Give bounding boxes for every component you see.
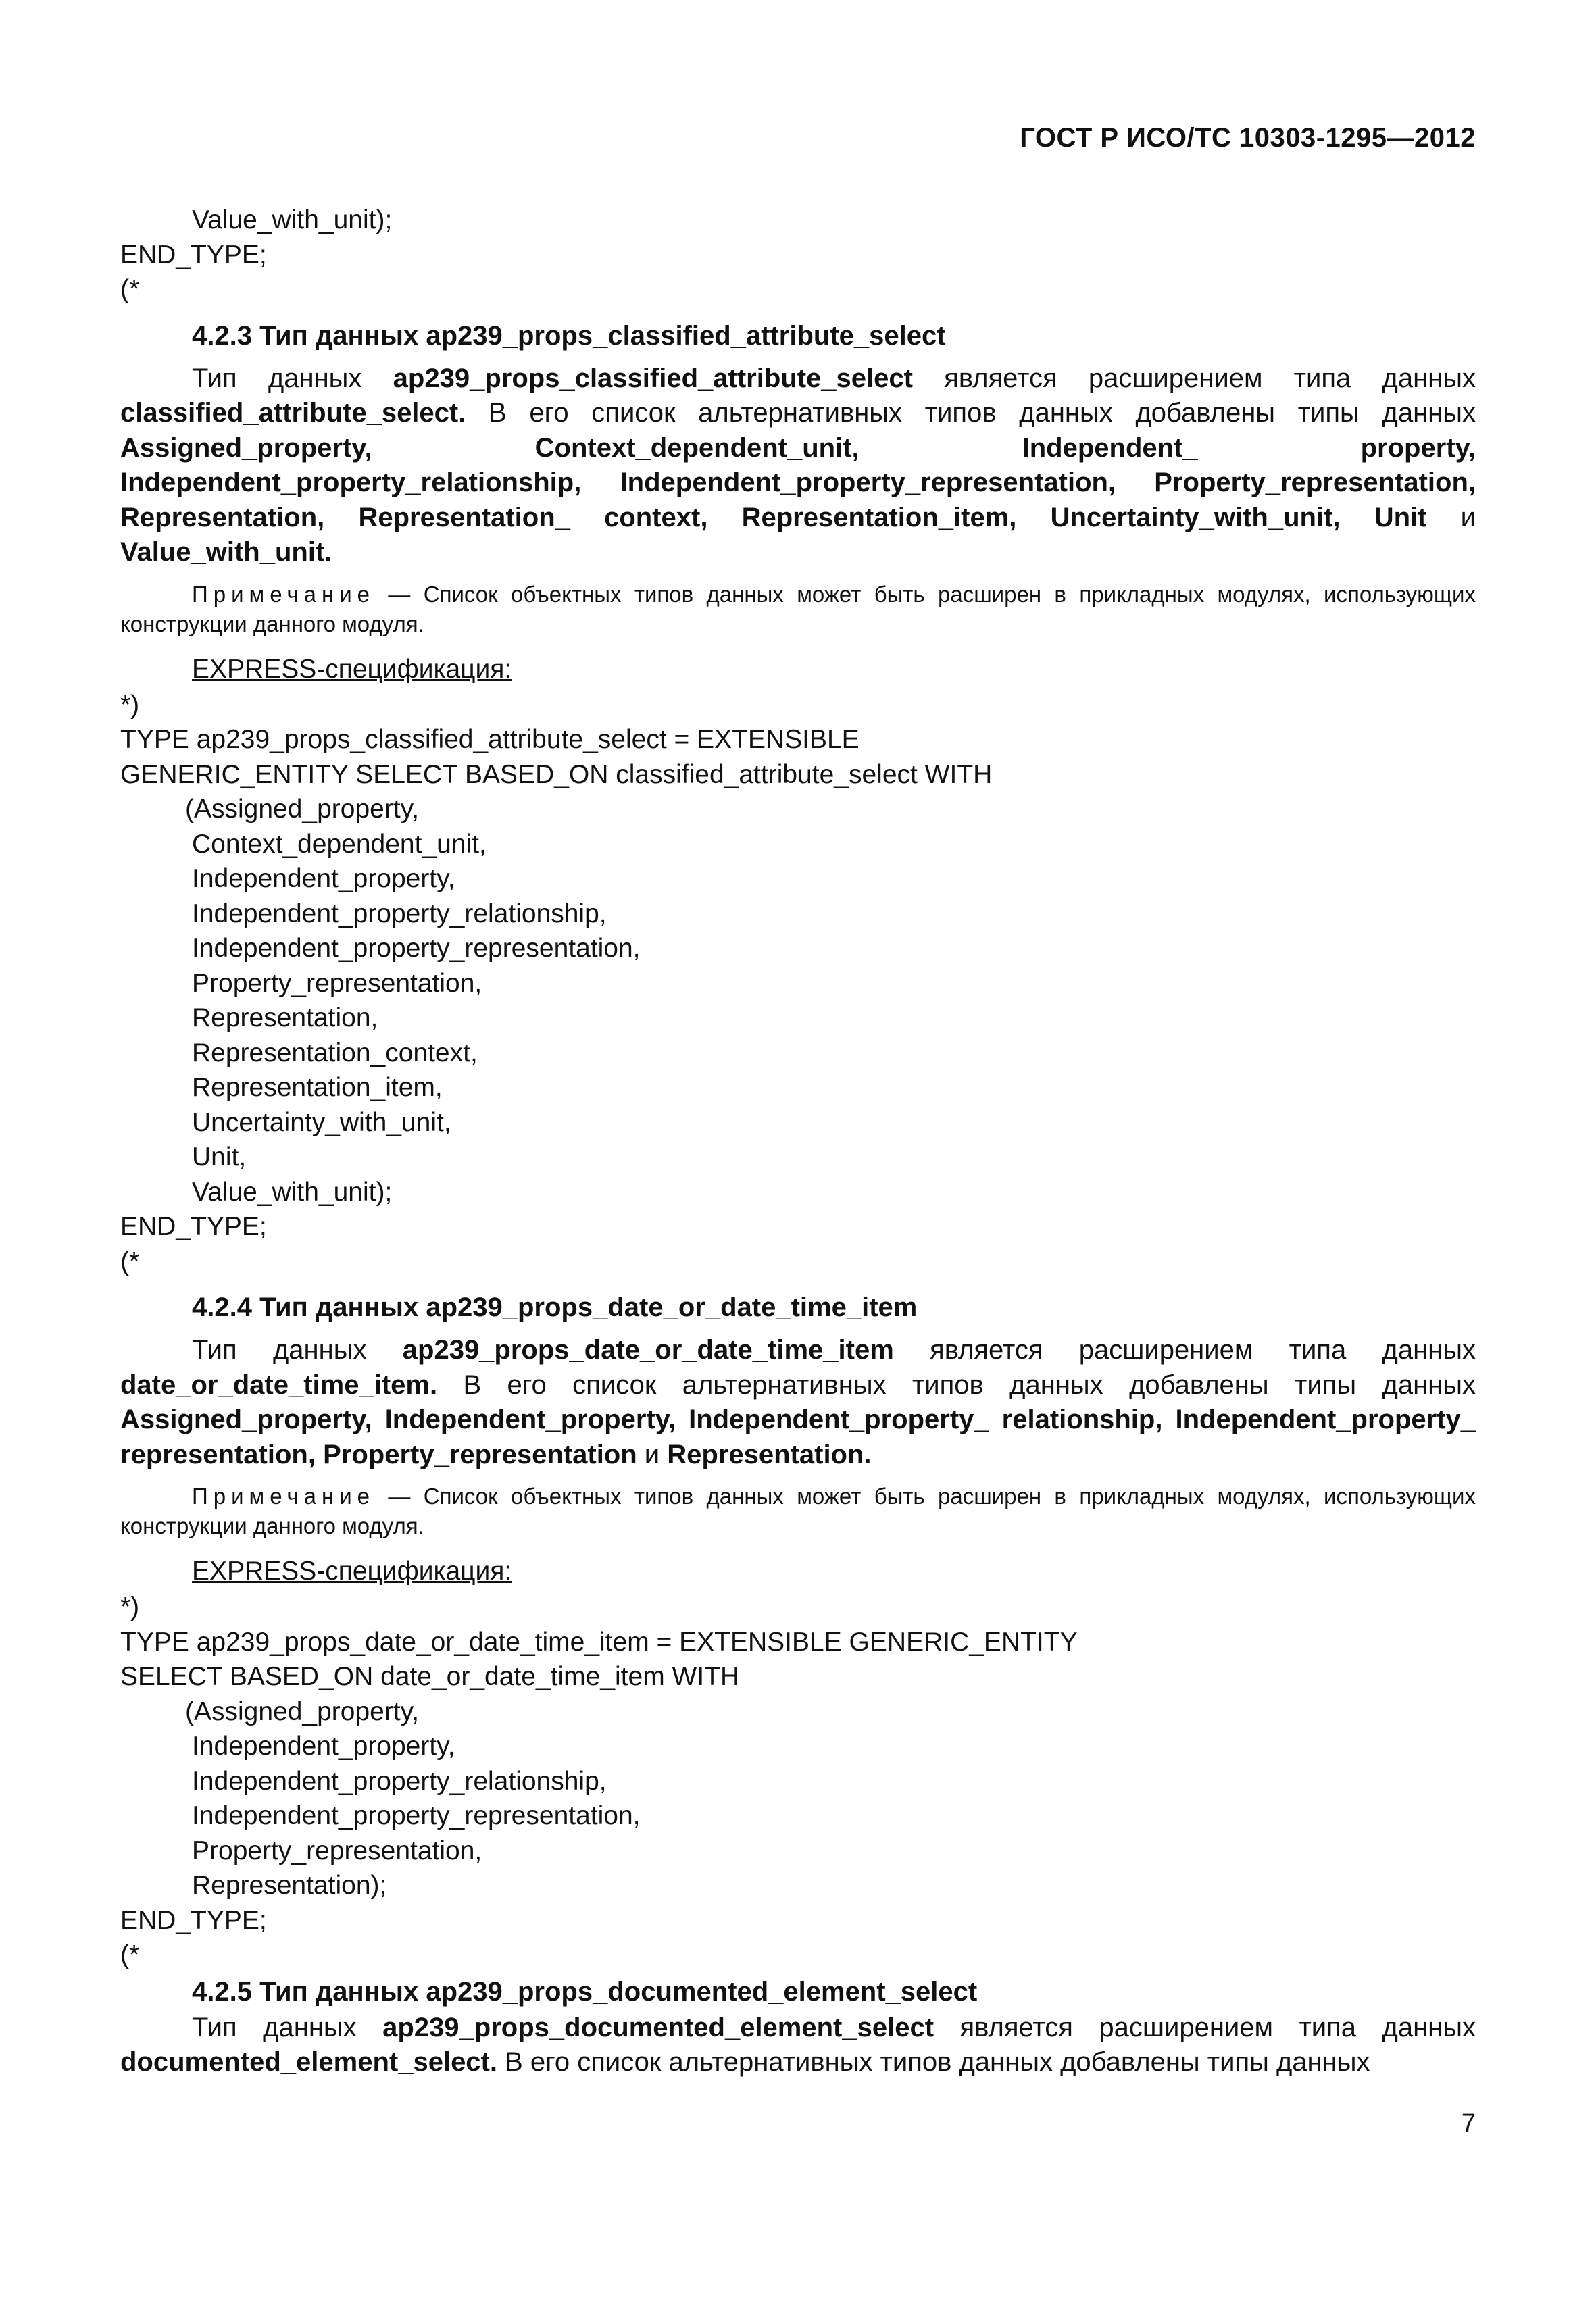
code-line: Value_with_unit); (192, 1177, 393, 1207)
code-line: Unit, (192, 1142, 247, 1172)
base-type-name: classified_attribute_select. (120, 398, 466, 428)
code-line: SELECT BASED_ON date_or_date_time_item WITH (120, 1662, 740, 1691)
note-label: Примечание (192, 581, 376, 607)
type-name: ap239_props_documented_element_select (382, 2012, 934, 2042)
para-text: и (637, 1439, 668, 1469)
code-line: Context_dependent_unit, (192, 829, 487, 859)
code-line: Property_representation, (192, 968, 482, 998)
section-heading-4-2-4: 4.2.4 Тип данных ap239_props_date_or_date_time_item (192, 1292, 918, 1322)
code-line: (* (120, 1247, 140, 1276)
para-text: Тип данных (192, 1335, 403, 1365)
code-line: Representation); (192, 1871, 387, 1900)
code-line: (* (120, 275, 140, 304)
note-text: — Список объектных типов данных может быть расширен в прикладных модулях, использующих конструкции данного модуля. (120, 581, 1476, 636)
code-line: Representation_context, (192, 1038, 478, 1067)
code-line: Value_with_unit); (192, 205, 393, 234)
page-content (120, 203, 1476, 2090)
code-line: Independent_property_representation, (192, 1801, 641, 1830)
code-line: (Assigned_property, (185, 795, 420, 824)
code-line: Independent_property, (192, 1732, 455, 1761)
para-text: В его список альтернативных типов данных добавлены типы данных (437, 1369, 1476, 1400)
para-text: является расширением типа данных (912, 363, 1476, 393)
type-list: Assigned_property, Independent_property, Independent_property_ relationship, Independent_property_ representation, Property_representation (120, 1405, 1476, 1469)
express-spec-label: EXPRESS-спецификация: (192, 1557, 512, 1586)
section-heading-4-2-5: 4.2.5 Тип данных ap239_props_documented_element_select (192, 1976, 978, 2007)
para-text: В его список альтернативных типов данных добавлены типы данных (497, 2047, 1370, 2077)
note (120, 1482, 1476, 1541)
code-line: Independent_property, (192, 864, 455, 893)
type-list-last: Value_with_unit. (120, 537, 332, 567)
code-line: TYPE ap239_props_classified_attribute_select = EXTENSIBLE (120, 725, 859, 754)
code-line: Independent_property_representation, (192, 934, 641, 963)
code-line: (* (120, 1940, 140, 1969)
base-type-name: date_or_date_time_item. (120, 1369, 438, 1400)
para-text: и (1426, 502, 1476, 532)
para-text: является расширением типа данных (934, 2012, 1476, 2042)
section-paragraph (120, 1333, 1476, 1472)
code-line: END_TYPE; (120, 240, 267, 270)
standard-header: ГОСТ Р ИСО/ТС 10303-1295—2012 (1020, 123, 1476, 153)
code-line: Representation_item, (192, 1073, 443, 1102)
para-text: Тип данных (192, 2012, 383, 2042)
base-type-name: documented_element_select. (120, 2047, 497, 2077)
code-line: Independent_property_relationship, (192, 1766, 607, 1796)
type-name: ap239_props_classified_attribute_select (393, 363, 913, 393)
code-line: Representation, (192, 1003, 378, 1032)
para-text: Тип данных (192, 363, 393, 393)
note (120, 580, 1476, 639)
note-text: — Список объектных типов данных может быть расширен в прикладных модулях, использующих конструкции данного модуля. (120, 1484, 1476, 1538)
type-name: ap239_props_date_or_date_time_item (402, 1335, 894, 1365)
section-heading-4-2-3: 4.2.3 Тип данных ap239_props_classified_attribute_select (192, 320, 946, 351)
code-line: END_TYPE; (120, 1905, 267, 1935)
section-paragraph (120, 2011, 1476, 2080)
para-text: является расширением типа данных (893, 1335, 1476, 1365)
code-line: END_TYPE; (120, 1212, 267, 1241)
code-line: *) (120, 1592, 140, 1621)
code-line: (Assigned_property, (185, 1696, 420, 1726)
code-line: GENERIC_ENTITY SELECT BASED_ON classified_attribute_select WITH (120, 759, 993, 789)
code-line: *) (120, 690, 140, 720)
para-text: В его список альтернативных типов данных добавлены типы данных (466, 398, 1476, 428)
express-spec-label: EXPRESS-спецификация: (192, 654, 512, 684)
code-line: TYPE ap239_props_date_or_date_time_item = EXTENSIBLE GENERIC_ENTITY (120, 1627, 1078, 1657)
code-line: Independent_property_relationship, (192, 899, 607, 928)
code-line: Uncertainty_with_unit, (192, 1107, 451, 1137)
type-list-last: Representation. (667, 1439, 872, 1469)
code-line: Property_representation, (192, 1836, 482, 1865)
note-label: Примечание (192, 1484, 376, 1509)
type-list: Assigned_property, Context_dependent_unit, Independent_ property, Independent_property_relationship, Independent_property_representation, Property_representation, Representation, Representation_ context, Representation_item, Uncertainty_with_unit, Unit (120, 432, 1476, 532)
page-number: 7 (1461, 2109, 1476, 2138)
section-paragraph (120, 361, 1476, 570)
